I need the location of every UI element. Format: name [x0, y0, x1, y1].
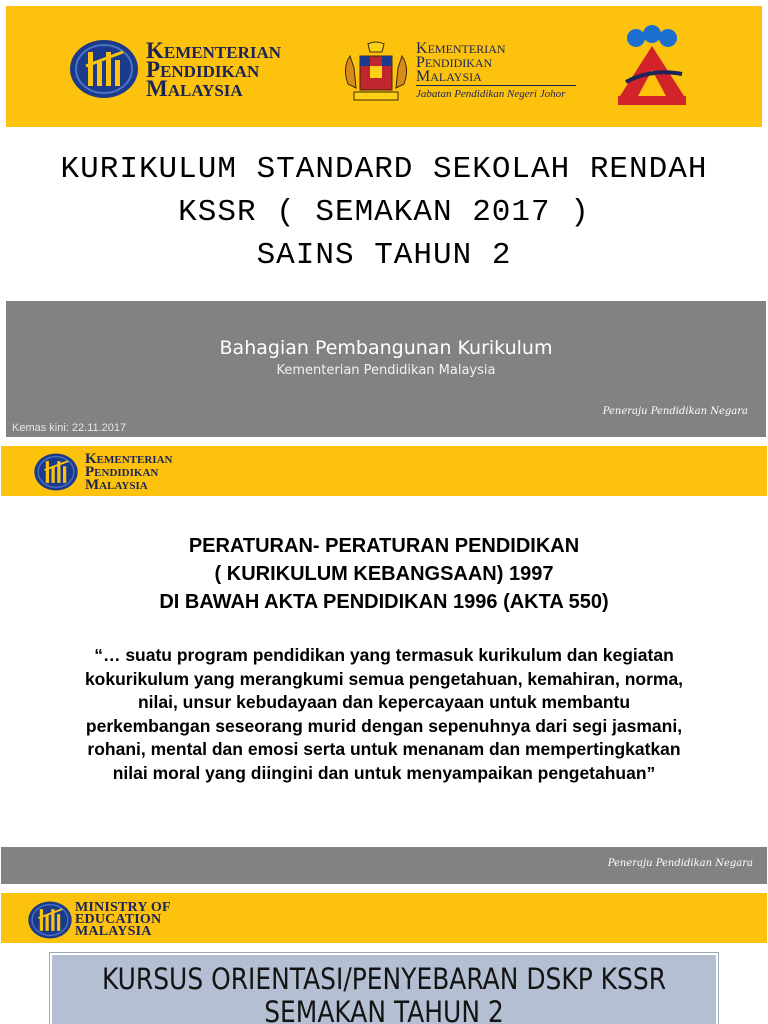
slide3-header — [1, 893, 767, 943]
quote-line: kokurikulum yang merangkumi semua pengetahuan, kemahiran, norma, — [84, 668, 684, 689]
quote-line: nilai moral yang diingini dan untuk menyampaikan pengetahuan” — [112, 762, 656, 783]
title-line: KSSR ( SEMAKAN 2017 ) — [178, 195, 590, 230]
ministry-name: Kementerian Pendidikan Malaysia — [276, 363, 496, 378]
quote-line: perkembangan seseorang murid dengan sepenuhnya dari segi jasmani, — [85, 715, 683, 736]
course-title-box — [50, 953, 718, 1024]
regulation-heading — [0, 532, 768, 616]
jpn-subtitle: Jabatan Pendidikan Negeri Johor — [416, 88, 566, 100]
spa-sektor-pengurusan-akademik-logo — [606, 24, 698, 110]
kpm-emblem-icon — [33, 452, 79, 492]
footer-band — [1, 847, 767, 884]
heading-line: DI BAWAH AKTA PENDIDIKAN 1996 (AKTA 550) — [159, 591, 609, 613]
quote-line: “… suatu program pendidikan yang termasuk kurikulum dan kegiatan — [94, 645, 674, 665]
document-title — [0, 148, 768, 277]
moe-emblem-icon — [27, 900, 73, 940]
tagline: Peneraju Pendidikan Negara — [607, 858, 753, 869]
title-line: KURIKULUM STANDARD SEKOLAH RENDAH — [60, 152, 708, 187]
course-title: KURSUS ORIENTASI/PENYEBARAN DSKP KSSR SEMAKAN TAHUN 2 — [101, 962, 667, 1024]
quote-line: nilai, unsur kebudayaan dan kepercayaan untuk membantu — [137, 692, 631, 712]
division-name: Bahagian Pembangunan Kurikulum — [219, 337, 553, 359]
slide1-header — [6, 6, 762, 127]
kpm-wordmark: KEMENTERIAN PENDIDIKAN MALAYSIA — [146, 38, 282, 101]
divider — [416, 85, 576, 86]
curriculum-definition-quote — [40, 644, 728, 785]
kpm-emblem-icon — [68, 38, 140, 100]
updated-date: Kemas kini: 22.11.2017 — [12, 422, 127, 434]
kpm-wordmark: KEMENTERIAN PENDIDIKAN MALAYSIA — [85, 451, 173, 493]
moe-wordmark: MINISTRY OF EDUCATION MALAYSIA — [75, 900, 171, 939]
tagline: Peneraju Pendidikan Negara — [602, 406, 748, 417]
quote-line: rohani, mental dan emosi serta untuk menanam dan mempertingkatkan — [87, 739, 681, 759]
heading-line: PERATURAN- PERATURAN PENDIDIKAN — [188, 535, 580, 557]
title-line: SAINS TAHUN 2 — [256, 238, 512, 273]
heading-line: ( KURIKULUM KEBANGSAAN) 1997 — [214, 563, 554, 585]
jpn-wordmark: KEMENTERIAN PENDIDIKAN MALAYSIA — [416, 40, 506, 85]
slide2-header — [1, 446, 767, 496]
division-band — [6, 301, 766, 437]
malaysia-coat-of-arms-icon — [338, 38, 414, 104]
